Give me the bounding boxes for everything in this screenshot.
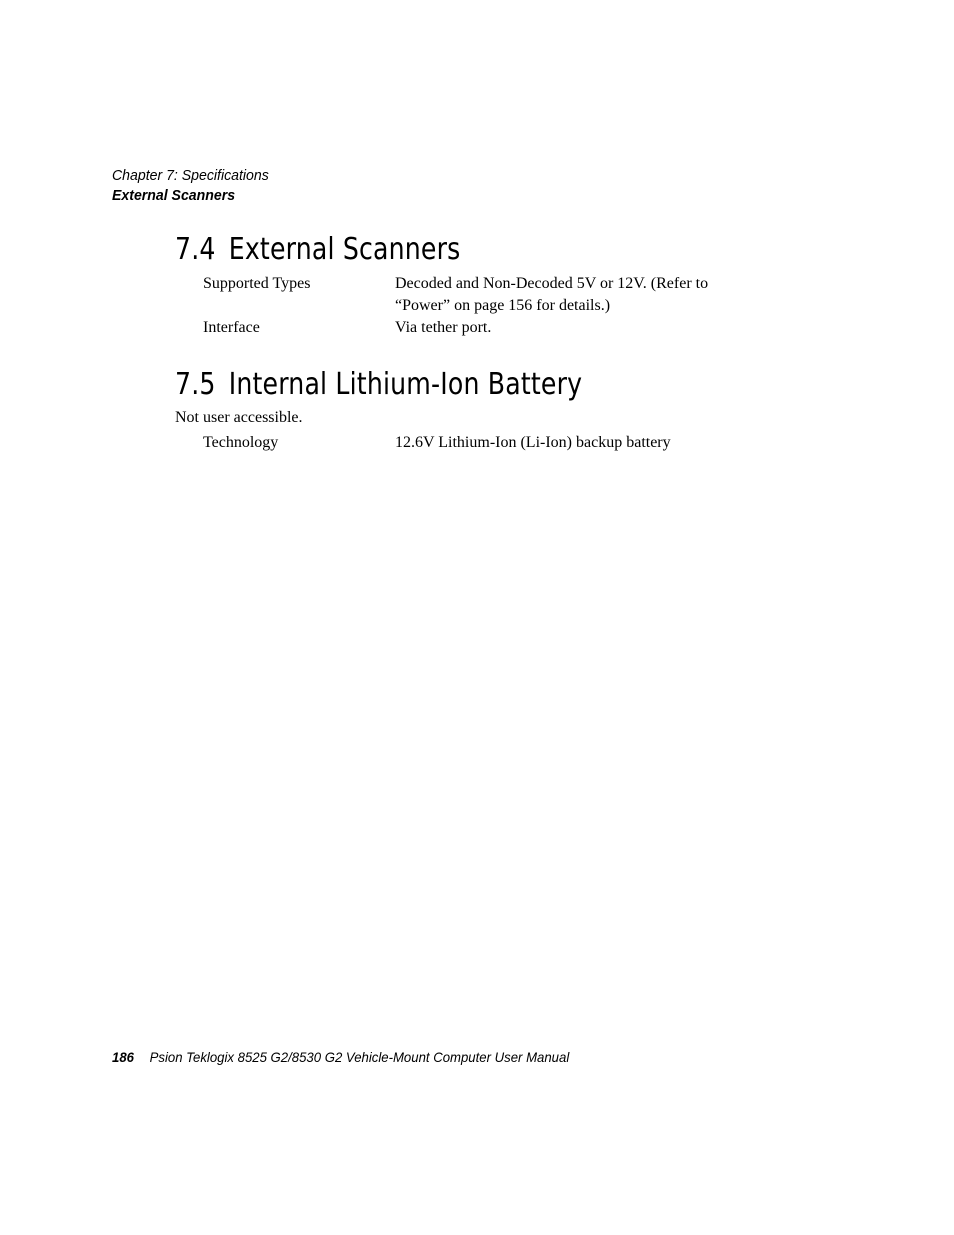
spec-value-line: Decoded and Non-Decoded 5V or 12V. (Refer to (395, 275, 709, 292)
spec-row-supported-types (203, 273, 735, 317)
spec-label: Interface (203, 319, 260, 336)
section-heading-7-5 (175, 367, 582, 403)
section-title: External Scanners (228, 232, 461, 267)
spec-value-line: “Power” on page 156 for details.) (395, 297, 611, 314)
spec-value: 12.6V Lithium-Ion (Li-Ion) backup battery (395, 434, 671, 451)
spec-row-technology (203, 432, 735, 454)
spec-table-battery (203, 432, 735, 454)
running-header-section: External Scanners (112, 187, 236, 204)
section-heading-7-4 (175, 232, 460, 268)
spec-label: Technology (203, 434, 279, 451)
page-footer (112, 1047, 569, 1067)
spec-value: Via tether port. (395, 319, 492, 336)
section-number: 7.4 (175, 232, 216, 267)
running-header-chapter: Chapter 7: Specifications (112, 167, 269, 184)
section-number: 7.5 (175, 367, 216, 402)
spec-table-external-scanners (203, 273, 735, 339)
section-title: Internal Lithium-Ion Battery (228, 367, 583, 402)
manual-title: Psion Teklogix 8525 G2/8530 G2 Vehicle-Mount Computer User Manual (149, 1049, 570, 1065)
page-number: 186 (112, 1049, 134, 1065)
running-header (112, 166, 279, 206)
spec-value (395, 273, 735, 317)
battery-intro-text: Not user accessible. (175, 409, 303, 426)
spec-row-interface (203, 317, 735, 339)
spec-label: Supported Types (203, 275, 311, 292)
